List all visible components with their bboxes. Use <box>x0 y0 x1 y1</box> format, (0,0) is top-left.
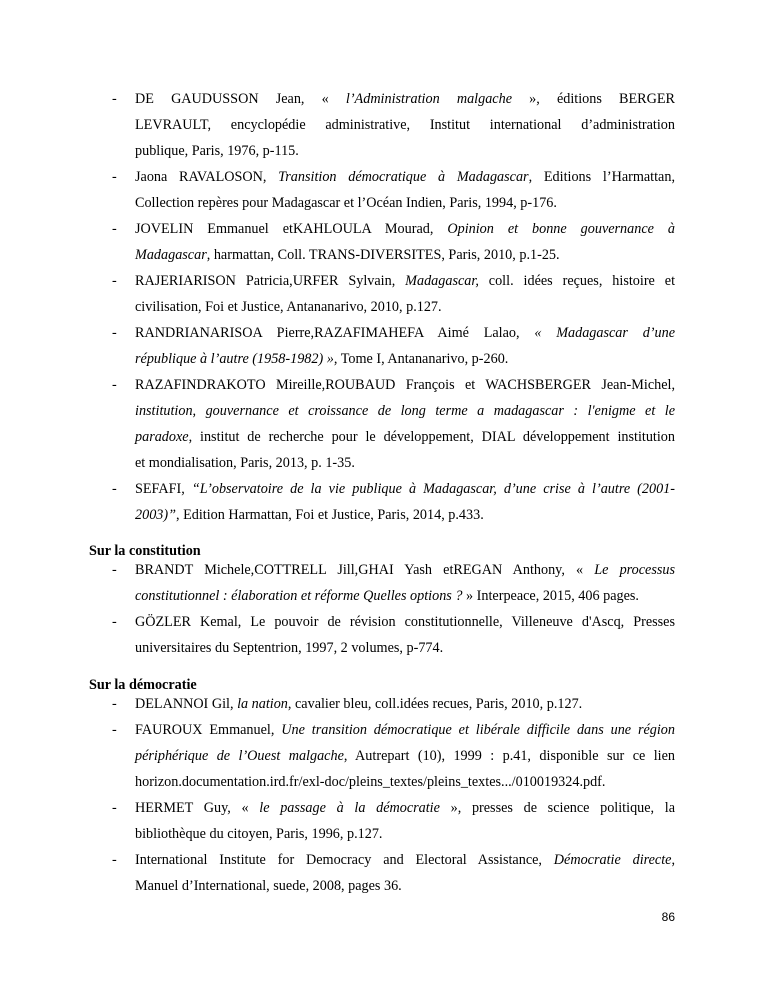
entry-text: , Edition Harmattan, Foi et Justice, Paris, 2014, p.433. <box>176 507 484 523</box>
entry-title-italic: Une transition démocratique et libérale difficile dans une région <box>281 722 675 738</box>
entry-text: bibliothèque du citoyen, Paris, 1996, p.127. <box>135 826 383 842</box>
entry-line <box>135 502 675 528</box>
bullet-dash: - <box>112 377 117 393</box>
bullet-dash: - <box>112 852 117 868</box>
bullet-dash: - <box>112 800 117 816</box>
entry-text: Jaona RAVALOSON, <box>135 169 279 185</box>
entry-line <box>135 557 675 583</box>
entry-text: , Editions l’Harmattan, <box>528 169 675 185</box>
entry-text: », presses de science politique, la <box>439 800 676 816</box>
bullet-dash: - <box>112 91 117 107</box>
entry-title-italic: paradoxe <box>135 429 189 445</box>
section-heading-democratie: Sur la démocratie <box>89 677 197 693</box>
entry-line <box>135 717 675 743</box>
bibliography-entry <box>0 717 765 795</box>
entry-line <box>135 346 675 372</box>
entry-title-italic: 2003)” <box>135 507 176 523</box>
bibliography-entry <box>0 268 765 320</box>
entry-text: DELANNOI Gil, <box>135 696 238 712</box>
entry-text: universitaires du Septentrion, 1997, 2 volumes, p-774. <box>135 640 444 656</box>
entry-text: , Tome I, Antananarivo, p-260. <box>333 351 509 367</box>
entry-text: RANDRIANARISOA Pierre,RAZAFIMAHEFA Aimé Lalao, <box>135 325 535 341</box>
entry-text: , <box>671 852 676 868</box>
bullet-dash: - <box>112 169 117 185</box>
entry-text: RAJERIARISON Patricia,URFER Sylvain, <box>135 273 406 289</box>
entry-line <box>135 847 675 873</box>
entry-line <box>135 450 675 476</box>
entry-text: , cavalier bleu, coll.idées recues, Paris, 2010, p.127. <box>287 696 583 712</box>
entry-line <box>135 743 675 769</box>
bullet-dash: - <box>112 273 117 289</box>
entry-text: publique, Paris, 1976, p-115. <box>135 143 299 159</box>
entry-line <box>135 635 675 661</box>
entry-title-italic: l’Administration malgache <box>328 91 512 107</box>
bullet-dash: - <box>112 696 117 712</box>
bullet-dash: - <box>112 481 117 497</box>
entry-text: » Interpeace, 2015, 406 pages. <box>462 588 639 604</box>
entry-text: , Autrepart (10), 1999 : p.41, disponible sur ce lien <box>343 748 675 764</box>
entry-title-italic: institution, gouvernance et croissance de long terme a madagascar : l'enigme et le <box>135 403 675 419</box>
bibliography-entry <box>0 691 765 717</box>
bullet-dash: - <box>112 614 117 630</box>
entry-text: Manuel d’International, suede, 2008, pages 36. <box>135 878 402 894</box>
entry-text: SEFAFI, <box>135 481 192 497</box>
entry-line <box>135 112 675 138</box>
bibliography-entry <box>0 164 765 216</box>
entry-title-italic: Transition démocratique à Madagascar <box>278 169 529 185</box>
bibliography-entry <box>0 795 765 847</box>
entry-text: BRANDT Michele,COTTRELL Jill,GHAI Yash etREGAN Anthony, « <box>135 562 595 578</box>
entry-line <box>135 268 675 294</box>
page-number: 86 <box>661 910 675 924</box>
entry-text: DE GAUDUSSON Jean, « <box>135 91 329 107</box>
entry-title-italic: la nation <box>237 696 288 712</box>
entry-title-italic: le passage à la démocratie <box>259 800 440 816</box>
entry-title-italic: constitutionnel : élaboration et réforme Quelles options ? <box>135 588 463 604</box>
bullet-dash: - <box>112 325 117 341</box>
entry-line <box>135 769 675 795</box>
section-heading-constitution: Sur la constitution <box>89 543 201 559</box>
bullet-dash: - <box>112 221 117 237</box>
entry-line <box>135 294 675 320</box>
entry-line <box>135 398 675 424</box>
entry-text: et mondialisation, Paris, 2013, p. 1-35. <box>135 455 355 471</box>
bibliography-entry <box>0 216 765 268</box>
entry-text: International Institute for Democracy and Electoral Assistance, <box>135 852 554 868</box>
entry-title-italic: Le processus <box>594 562 675 578</box>
entry-title-italic: « Madagascar d’une <box>534 325 675 341</box>
entry-title-italic: Madagascar <box>135 247 207 263</box>
entry-title-italic: périphérique de l’Ouest malgache <box>135 748 344 764</box>
entry-text: coll. idées reçues, histoire et <box>478 273 676 289</box>
bibliography-entry <box>0 476 765 528</box>
entry-text: Collection repères pour Madagascar et l’Océan Indien, Paris, 1994, p-176. <box>135 195 557 211</box>
entry-line <box>135 424 675 450</box>
bibliography-entry <box>0 557 765 609</box>
entry-line <box>135 609 675 635</box>
entry-line <box>135 86 675 112</box>
entry-text: RAZAFINDRAKOTO Mireille,ROUBAUD François et WACHSBERGER Jean-Michel, <box>135 377 675 393</box>
entry-line <box>135 216 675 242</box>
bibliography-entry <box>0 847 765 899</box>
entry-line <box>135 190 675 216</box>
bibliography-entry <box>0 320 765 372</box>
entry-line <box>135 372 675 398</box>
entry-title-italic: Opinion et bonne gouvernance à <box>447 221 675 237</box>
entry-text: HERMET Guy, « <box>135 800 260 816</box>
entry-line <box>135 873 675 899</box>
entry-title-italic: république à l’autre (1958-1982) » <box>135 351 334 367</box>
entry-line <box>135 583 675 609</box>
bullet-dash: - <box>112 722 117 738</box>
bibliography-entry <box>0 609 765 661</box>
entry-text: civilisation, Foi et Justice, Antananarivo, 2010, p.127. <box>135 299 442 315</box>
entry-text: JOVELIN Emmanuel etKAHLOULA Mourad, <box>135 221 448 237</box>
entry-line <box>135 821 675 847</box>
entry-line <box>135 320 675 346</box>
entry-line <box>135 242 675 268</box>
entry-title-italic: Démocratie directe <box>553 852 672 868</box>
entry-title-italic: “L’observatoire de la vie publique à Madagascar, d’une crise à l’autre (2001- <box>191 481 675 497</box>
entry-text: », éditions BERGER <box>512 91 675 107</box>
entry-line <box>135 691 675 717</box>
entry-text: FAUROUX Emmanuel, <box>135 722 282 738</box>
bibliography-entry <box>0 372 765 476</box>
entry-text: LEVRAULT, encyclopédie administrative, Institut international d’administration <box>135 117 675 133</box>
entry-text: horizon.documentation.ird.fr/exl-doc/pleins_textes/pleins_textes.../010019324.pdf. <box>135 774 606 790</box>
entry-text: , institut de recherche pour le développement, DIAL développement institution <box>188 429 675 445</box>
entry-line <box>135 164 675 190</box>
entry-line <box>135 476 675 502</box>
entry-title-italic: Madagascar, <box>405 273 479 289</box>
entry-line <box>135 138 675 164</box>
bibliography-entry <box>0 86 765 164</box>
entry-text: GÖZLER Kemal, Le pouvoir de révision constitutionnelle, Villeneuve d'Ascq, Presses <box>135 614 675 630</box>
entry-text: , harmattan, Coll. TRANS-DIVERSITES, Paris, 2010, p.1-25. <box>206 247 560 263</box>
bullet-dash: - <box>112 562 117 578</box>
entry-line <box>135 795 675 821</box>
